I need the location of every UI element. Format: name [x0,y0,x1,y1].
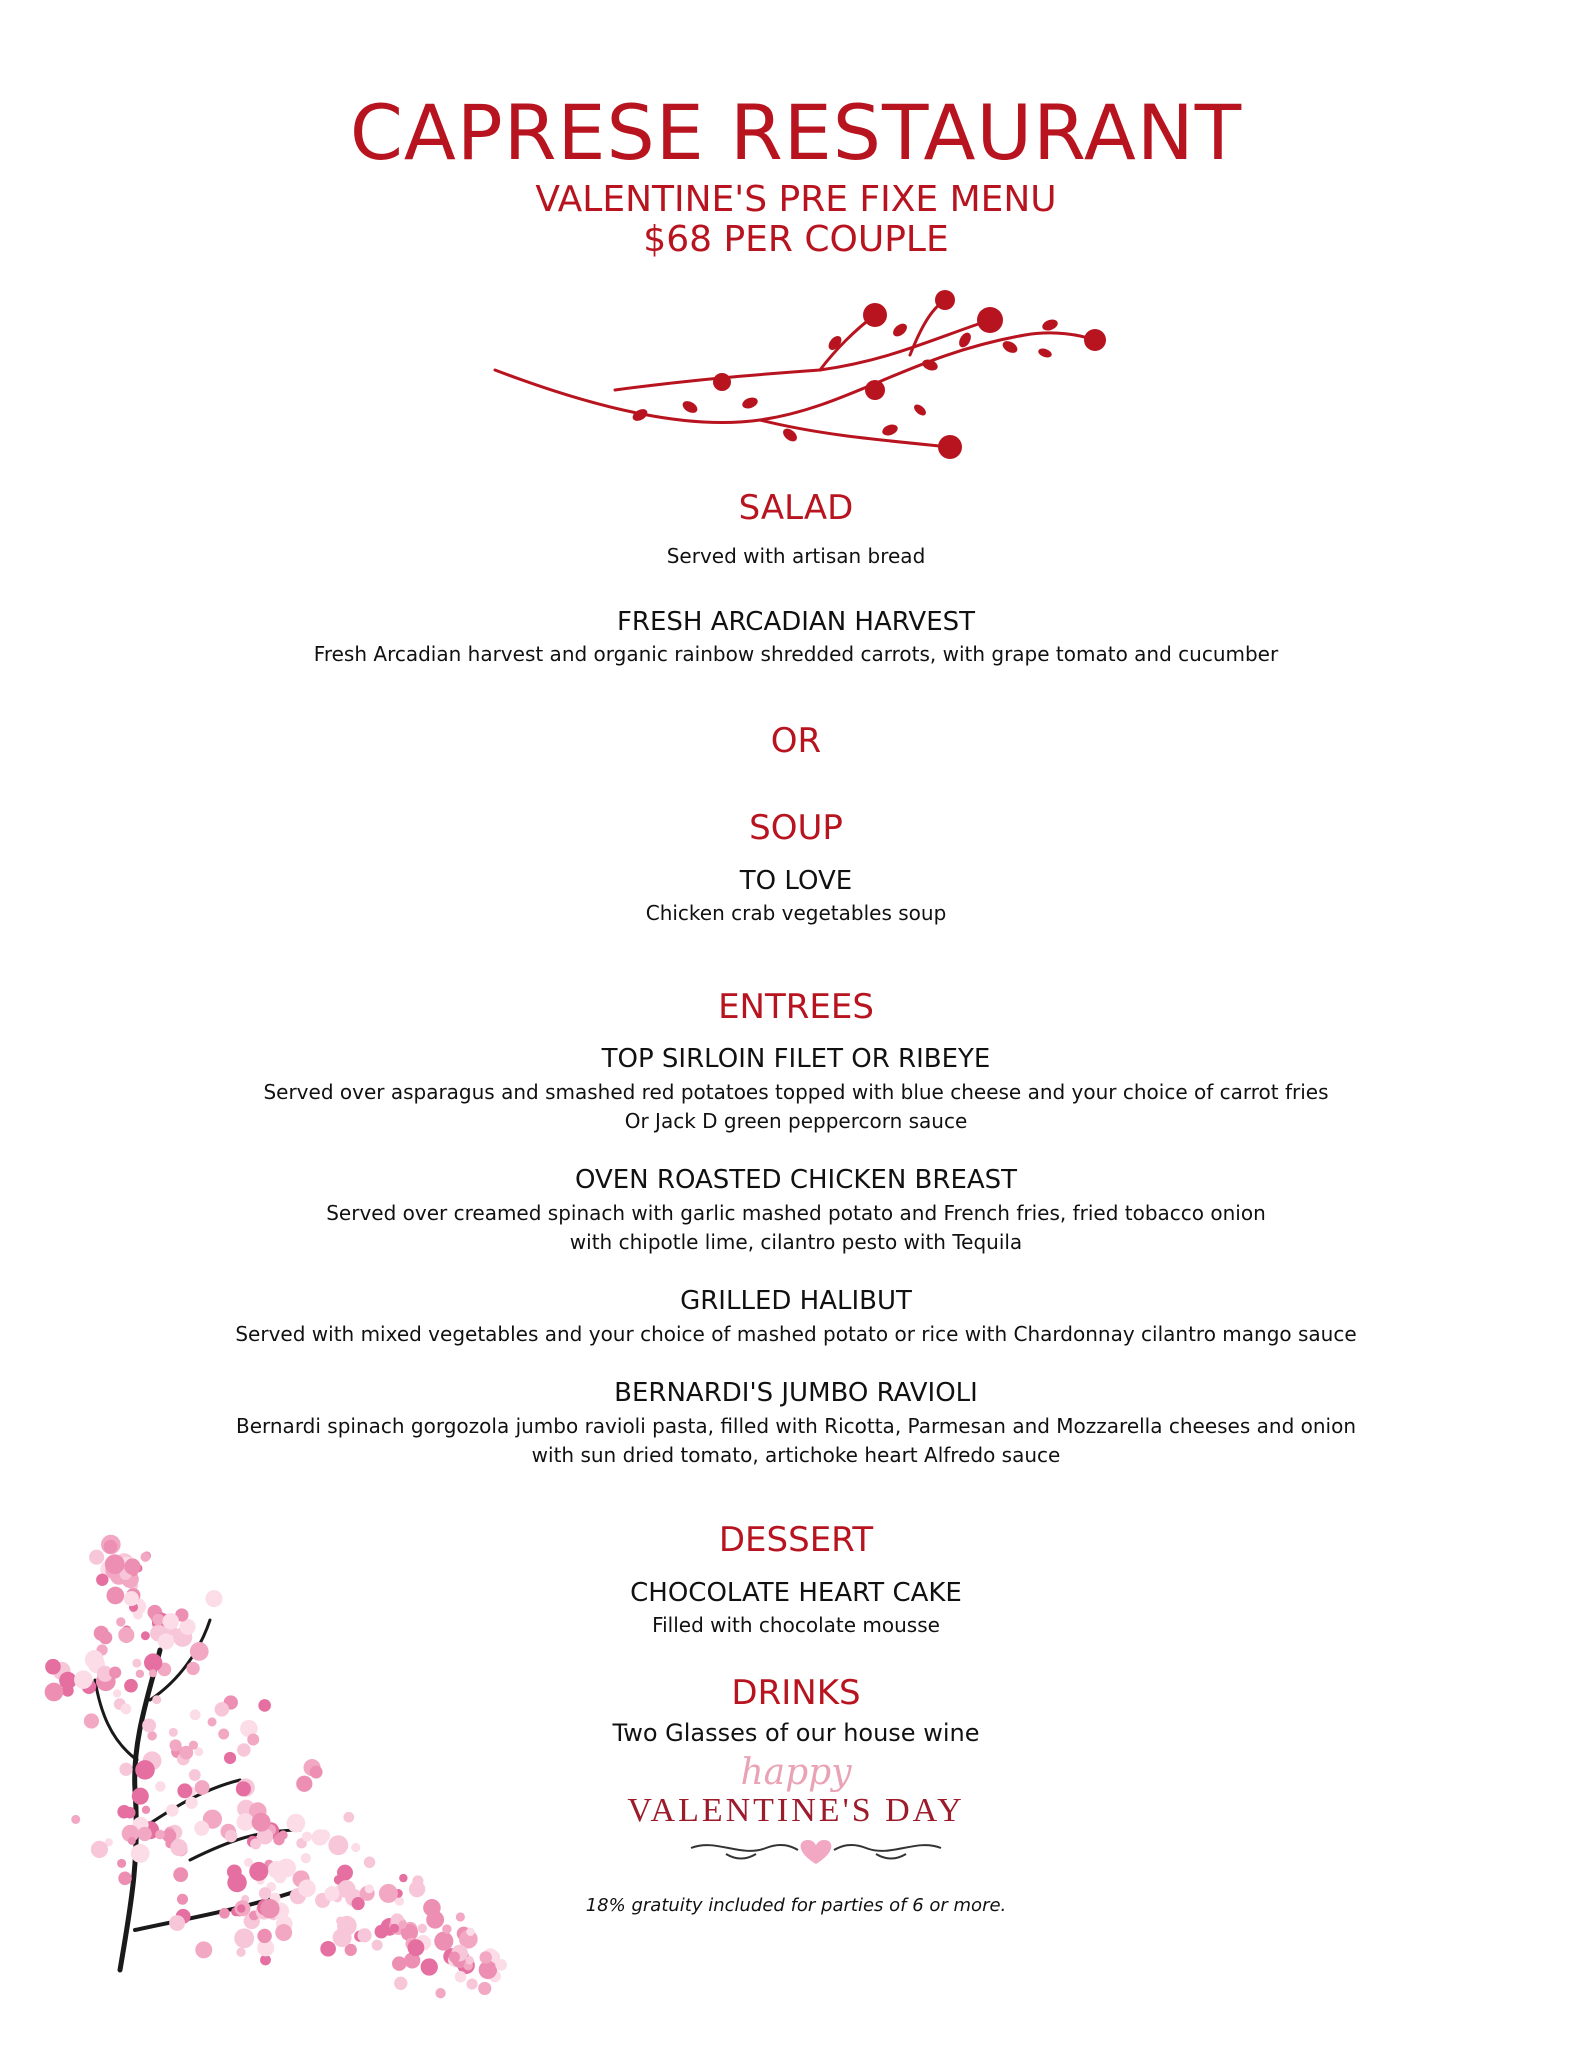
blossom-petal [357,1928,371,1942]
blossom-petal [258,1699,271,1712]
blossom-petal [135,1760,155,1780]
blossom-petal [310,1766,323,1779]
blossom-petal [190,1642,209,1661]
soup-item-desc: Chicken crab vegetables soup [645,901,947,925]
blossom-petal [195,1941,212,1958]
blossom-petal [338,1880,356,1898]
blossom-petal [372,1940,383,1951]
blossom-petal [142,1718,156,1732]
blossom-petal [287,1814,306,1833]
section-heading-salad: SALAD [738,488,854,528]
price-line: $68 PER COUPLE [643,219,949,260]
blossom-petal [390,1924,399,1933]
entree-item-desc: with chipotle lime, cilantro pesto with Tequila [569,1230,1023,1254]
blossom-petal [364,1857,376,1869]
menu-subtitle: VALENTINE'S PRE FIXE MENU [535,179,1057,220]
blossom-petal [449,1951,460,1962]
blossom-petal [375,1925,389,1939]
blossom-petal [237,1743,251,1757]
cherry-blossom-branch [40,1530,600,2010]
heart-flourish-icon [686,1832,946,1868]
blossom-petal [121,1703,132,1714]
blossom-petal [219,1908,230,1919]
blossom-petal [275,1924,292,1941]
blossom-petal [186,1662,199,1675]
blossom-petal [365,1884,374,1893]
blossom-petal [45,1683,64,1702]
gratuity-note: 18% gratuity included for parties of 6 or more. [585,1895,1007,1916]
section-heading-dessert: DESSERT [718,1520,874,1560]
blossom-petal [455,1971,467,1983]
greeting-valentines-day: VALENTINE'S DAY [627,1792,965,1829]
blossom-petal [421,1958,438,1975]
blossom-petal [434,1932,453,1951]
blossom-petal [89,1550,104,1565]
blossom-petal [298,1880,316,1898]
blossom-petal [466,1979,477,1990]
section-heading-entrees: ENTREES [718,987,874,1027]
entree-item-desc: Served over asparagus and smashed red potatoes topped with blue cheese and your choice of carrot fries [263,1080,1329,1104]
blossom-petal [169,1739,181,1751]
blossom-petal [351,1843,360,1852]
blossom-petal [71,1815,80,1824]
blossom-petal [59,1672,76,1689]
blossom-petal [259,1887,271,1899]
blossom-petal [152,1614,164,1626]
blossom-petal [173,1867,188,1882]
blossom-petal [442,1924,451,1933]
blossom-petal [162,1613,178,1629]
blossom-petal [247,1734,259,1746]
salad-note: Served with artisan bread [666,544,926,568]
rose-vine-ornament [490,285,1110,470]
blossom-petal [124,1558,140,1574]
blossom-petal [117,1805,131,1819]
blossom-petal [337,1916,357,1936]
blossom-petal [465,1956,473,1964]
blossom-petal [170,1839,187,1856]
blossom-petal [124,1679,138,1693]
blossom-petal [169,1915,185,1931]
blossom-petal [45,1659,61,1675]
blossom-petal [208,1717,217,1726]
section-heading-drinks: DRINKS [731,1673,861,1713]
blossom-petal [392,1956,407,1971]
blossom-petal [117,1859,126,1868]
entree-item-desc: Or Jack D green peppercorn sauce [624,1109,968,1133]
restaurant-title: CAPRESE RESTAURANT [349,88,1243,177]
entree-item-name: BERNARDI'S JUMBO RAVIOLI [614,1378,978,1408]
soup-item-name: TO LOVE [739,866,853,896]
blossom-petal [426,1911,444,1929]
entree-item-desc: Bernardi spinach gorgozola jumbo ravioli pasta, filled with Ricotta, Parmesan and Mozzarella cheeses and onion [235,1414,1357,1438]
blossom-petal [132,1659,141,1668]
blossom-petal [177,1894,188,1905]
blossom-petal [104,1540,118,1554]
blossom-petal [480,1951,492,1963]
blossom-petal [399,1874,407,1882]
blossom-petal [119,1763,132,1776]
blossom-petal [237,1813,255,1831]
blossom-petal [106,1587,124,1605]
blossom-petal [479,1961,497,1979]
blossom-petal [218,1729,229,1740]
blossom-petal [118,1872,132,1886]
blossom-petal [478,1982,491,1995]
blossom-petal [252,1813,271,1832]
entree-item-name: TOP SIRLOIN FILET OR RIBEYE [601,1044,991,1074]
blossom-petal [399,1920,407,1928]
blossom-petal [96,1574,108,1586]
blossom-petal [190,1709,201,1720]
blossom-petal [456,1912,465,1921]
salad-item-desc: Fresh Arcadian harvest and organic rainbow shredded carrots, with grape tomato and cucumber [313,642,1279,666]
blossom-petal [302,1832,312,1842]
blossom-petal [116,1617,125,1626]
dessert-item-desc: Filled with chocolate mousse [652,1613,940,1637]
blossom-petal [328,1835,348,1855]
blossom-petal [142,1806,150,1814]
blossom-petal [224,1752,236,1764]
blossom-petal [84,1713,99,1728]
blossom-petal [155,1781,165,1791]
blossom-petal [260,1899,279,1918]
blossom-petal [94,1626,109,1641]
blossom-petal [268,1861,286,1879]
blossom-petal [118,1627,134,1643]
entree-item-name: GRILLED HALIBUT [680,1286,912,1316]
blossom-petal [379,1884,398,1903]
blossom-petal [466,1928,474,1936]
blossom-petal [236,1781,251,1796]
blossom-petal [147,1731,156,1740]
blossom-petal [113,1689,121,1697]
blossom-petal [320,1941,336,1957]
blossom-petal [166,1804,179,1817]
blossom-petal [301,1853,311,1863]
blossom-petal [495,1959,507,1971]
blossom-petal [109,1666,121,1678]
blossom-petal [155,1830,165,1840]
blossom-petal [296,1776,312,1792]
entree-item-desc: with sun dried tomato, artichoke heart Alfredo sauce [531,1443,1061,1467]
blossom-petal [177,1783,192,1798]
blossom-petal [194,1821,209,1836]
entree-item-name: OVEN ROASTED CHICKEN BREAST [574,1165,1018,1195]
blossom-petal [158,1633,174,1649]
greeting-happy: happy [740,1752,852,1793]
blossom-petal [140,1552,150,1562]
drinks-item-name: Two Glasses of our house wine [612,1719,980,1747]
blossom-petal [149,1669,157,1677]
blossom-petal [189,1741,198,1750]
salad-item-name: FRESH ARCADIAN HARVEST [616,607,976,637]
blossom-petal [144,1653,162,1671]
blossom-petal [234,1928,254,1948]
blossom-petal [74,1670,93,1689]
blossom-petal [343,1812,354,1823]
blossom-petal [279,1830,288,1839]
entree-item-desc: Served with mixed vegetables and your choice of mashed potato or rice with Chardonnay cilantro mango sauce [235,1322,1357,1346]
or-divider: OR [770,721,822,761]
blossom-petal [131,1844,150,1863]
blossom-petal [128,1837,136,1845]
blossom-petal [141,1631,150,1640]
blossom-petal [124,1591,139,1606]
blossom-petal [152,1695,161,1704]
blossom-petal [132,1788,149,1805]
blossom-petal [136,1670,144,1678]
blossom-petal [318,1830,330,1842]
section-heading-soup: SOUP [749,808,843,848]
blossom-petal [394,1977,407,1990]
blossom-petal [408,1939,425,1956]
blossom-petal [227,1873,246,1892]
blossom-petal [418,1924,427,1933]
blossom-petal [189,1769,201,1781]
blossom-petal [324,1886,339,1901]
blossom-petal [185,1797,197,1809]
blossom-petal [225,1830,238,1843]
dessert-item-name: CHOCOLATE HEART CAKE [630,1578,962,1608]
blossom-petal [215,1702,229,1716]
blossom-petal [105,1554,125,1574]
blossom-petal [237,1904,245,1912]
blossom-petal [205,1590,222,1607]
blossom-petal [169,1728,178,1737]
entree-item-desc: Served over creamed spinach with garlic mashed potato and French fries, fried tobacco onion [326,1201,1266,1225]
blossom-petal [195,1780,210,1795]
blossom-petal [409,1881,425,1897]
blossom-petal [91,1841,108,1858]
blossom-petal [249,1862,268,1881]
blossom-petal [257,1929,271,1943]
blossom-petal [435,1988,445,1998]
blossom-petal [138,1827,152,1841]
blossom-petal [236,1948,245,1957]
